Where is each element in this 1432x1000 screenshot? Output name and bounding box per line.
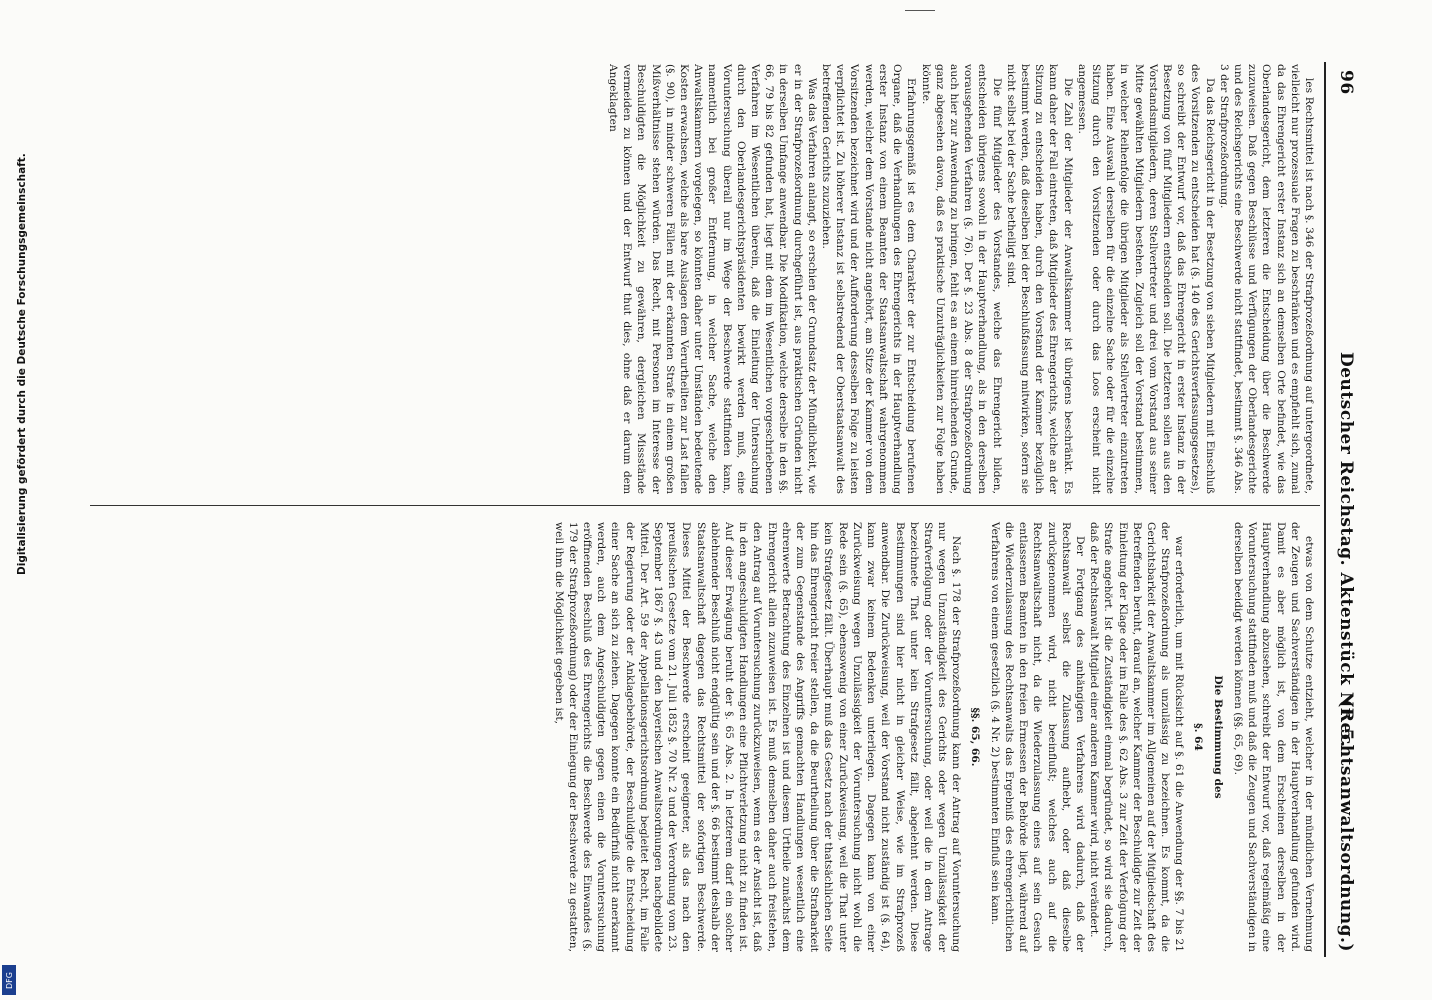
paragraph: Die Zahl der Mitglieder der Anwaltskammer ist übrigens beschränkt. Es kann daher der Fall eintreten, daß Mitglieder des Ehrengerichts, welche an der Sitzung zu entscheiden haben, durch den Vorstand der Kammer bezüglich bestimmt werden, daß dieselben bei der Beschlußfassung mitwirken, sofern sie nicht selbst bei der Sache betheiligt sind. <box>1004 64 1074 494</box>
page-number: 96 <box>1336 70 1356 95</box>
dfg-logo-text: DFG <box>4 971 14 989</box>
paragraph: Die fünf Mitglieder des Vorstandes, welche das Ehrengericht bilden, entscheiden übrigens sowohl in der Hauptverhandlung, als in den derselben vorausgehenden Verfahren (§. 76). Der §. 23 Abs. 8 der Strafprozeßordnung auch hier zur Anwendung zu bringen, fehlt es an einem hinreichenden Grunde, ganz abgesehen davon, daß es praktische Unzuträglichkeiten zur Folge haben könnte. <box>919 64 1003 494</box>
section-heading: §§. 65, 66. <box>968 707 981 767</box>
scan-mark <box>905 10 935 11</box>
paragraph: Erfahrungsgemäß ist es dem Charakter der zur Entscheidung berufenen Organe, daß die Verhandlungen des Ehrengerichts in der Hauptverhandlung erster Instanz von einem Beamten der Staatsanwaltschaft wahrgenommen werden, welcher dem Vorstande nicht angehört, am Sitze der Kammer von dem Vorsitzenden bezeichnet wird und der Aufforderung desselben Folge zu leisten verpflichtet ist. Zu höherer Instanz ist selbstredend der Oberstaatsanwalt des betreffenden Gerichts zuzuziehen. <box>820 64 918 494</box>
header-rule <box>1324 62 1326 957</box>
paragraph: war erforderlich, um mit Rücksicht auf §. 61 die Anwendung der §§. 7 bis 21 der Strafprozeßordnung als unzulässig zu bezeichnen. Es kommt, da die Gerichtsbarkeit der Anwaltskammer im Allgemeinen auf der Mitgliedschaft des Betreffenden beruht, darauf an, welcher Kammer der Beschuldigte zur Zeit der Einleitung der Klage oder im Falle des §. 62 Abs. 3 zur Zeit der Verfolgung der Strafe angehört. Ist die Zuständigkeit einmal begründet, so wird sie dadurch, daß der Rechtsanwalt Mitglied einer anderen Kammer wird, nicht verändert. <box>1088 522 1186 952</box>
dfg-logo <box>2 965 16 995</box>
left-column <box>606 64 1316 494</box>
paragraph: Nach §. 178 der Strafprozeßordnung kann der Antrag auf Voruntersuchung nur wegen Unzuständigkeit des Gerichts oder wegen Unzulässigkeit der Strafverfolgung oder der Voruntersuchung, oder weil die in dem Antrage bezeichnete That unter kein Strafgesetz fällt, abgelehnt werden. Diese Bestimmungen sind hier nicht in gleicher Weise, wie im Strafprozeß anwendbar. Die Zurückweisung, weil der Vorstand nicht zuständig ist (§. 64), kann zwar keinem Bedenken unterliegen. Dagegen kann von einer Zurückweisung wegen Unzulässigkeit der Voruntersuchung nicht wohl die Rede sein (§. 65), ebensowenig von einer Zurückweisung, weil die That unter kein Strafgesetz fällt. Überhaupt muß das Gesetz nach der thatsächlichen Seite hin das Ehrengericht freier stellen, da die Beurtheilung über die Strafbarkeit der zum Gegenstande des Angriffs gemachten Handlungen wesentlich eine ehrenwerte Betrachtung des Einzelnen ist und diesem Urtheile zunächst dem Ehrengericht allein zuzuweisen ist. Es muß demselben daher auch freistehen, den Antrag auf Voruntersuchung zurückzuweisen, wenn es der Ansicht ist, daß in den angeschuldigten Handlungen eine Pflichtverletzung nicht zu finden ist. Auf dieser Erwägung beruht der §. 65 Abs. 2. In letzterem darf ein solcher ablehnender Beschluß nicht endgültig sein und der §. 66 bestimmt deshalb der Staatsanwaltschaft dagegen das Rechtsmittel der sofortigen Beschwerde. Dieses Mittel der Beschwerde erscheint geeigneter, als das nach den preußischen Gesetze vom 21. Juli 1852 §. 70 Nr. 2 und der Verordnung vom 23. September 1867 §. 43 und den bayerischen Anwaltsordnungen nachgebildete Mittel. Der Art. 59 der Appellationsgerichtsordnung begleitet Recht, im Falle der Regierung oder der Anklagebehörde, der Beschuldigte die Entscheidung einer Sache an sich zu ziehen. Dagegen konnte ein Bedürfniß nicht anerkannt werden, auch dem Angeschuldigten gegen einen die Voruntersuchung eröffnenden Beschluß des Ehrengerichts die Beschwerde des Einwandes (§. 179 der Strafprozeßordnung) oder der Einlegung der Beschwerde zu gestatten, weil ihm die Möglichkeit gegeben ist, <box>552 522 963 952</box>
paragraph: les Rechtsmittel ist nach §. 346 der Strafprozeßordnung auf untergeordnete, vielleicht nur prozessuale Fragen zu beschränken und es empfiehlt sich, zumal da das Ehrengericht erster Instanz sich an demselben Orte befindet, wie das Oberlandesgericht, dem letzteren die Entscheidung über die Beschwerde zuzuweisen. Daß gegen Beschlüsse und Verfügungen der Oberlandesgerichte und des Reichsgerichts eine Beschwerde nicht stattfindet, bestimmt §. 346 Abs. 3 der Strafprozeßordnung. <box>1217 64 1315 494</box>
section-heading: §. 64 <box>1191 723 1204 751</box>
right-column <box>551 522 1316 952</box>
digitization-credit: Digitalisierung gefördert durch die Deutsche Forschungsgemeinschaft. <box>16 153 28 575</box>
column-separator <box>90 505 1320 506</box>
page-subtitle: (Rechtsanwaltsordnung.) <box>1336 699 1356 952</box>
paragraph: Da das Reichsgericht in der Besetzung von sieben Mitgliedern mit Einschluß des Vorsitzenden zu entscheiden hat (§. 140 des Gerichtsverfassungsgesetzes), so schreibt der Entwurf vor, daß das Ehrengericht in erster Instanz in der Besetzung von fünf Mitgliedern entscheiden soll. Die letzteren sollen aus den Vorstandsmitgliedern, deren Stellvertreter und drei vom Vorstand aus seiner Mitte gewählten Mitgliedern bestehen. Zugleich soll der Vorstand bestimmen, in welcher Reihenfolge die übrigen Mitglieder als Stellvertreter einzutreten haben. Eine Auswahl derselben für die einzelne Sache oder für die einzelne Sitzung durch den Vorsitzenden oder durch das Loos erscheint nicht angemessen. <box>1075 64 1216 494</box>
page-title: Deutscher Reichstag. Aktenstück Nr. 5. <box>1336 352 1356 748</box>
rotated-page-content <box>80 52 1360 962</box>
paragraph: Der Fortgang des anhängigen Verfahrens wird dadurch, daß der Rechtsanwalt selbst die Zulassung aufhebt, oder daß dieselbe zurückgenommen wird, nicht beeinflußt; welches auch auf die Rechtsanwaltschaft nicht, da die Wiederzulassung eines auf sein Gesuch entlassenen Beamten in den freien Ermessen der Behörde liegt, während auf die Wiederzulassung des Rechtsanwalts das Ergebniß des ehrengerichtlichen Verfahrens von einem gesetzlich (§. 4 Nr. 2) bestimmten Einfluß sein kann. <box>988 522 1086 952</box>
section-lead: Die Bestimmung des <box>1211 675 1224 799</box>
page-header <box>1330 52 1360 962</box>
paragraph: etwas von dem Schutze entzieht, welcher in der mündlichen Vernehmung der Zeugen und Sachverständigen in der Hauptverhandlung gefunden wird. Damit es aber möglich ist, von dem Erscheinen derselben in der Hauptverhandlung abzusehen, schreibt der Entwurf vor, daß regelmäßig eine Voruntersuchung stattfinden muß und daß die Zeugen und Sachverständigen in derselben beeidigt werden können (§§. 65, 69). <box>1231 522 1315 952</box>
paragraph: Was das Verfahren anlangt, so erschien der Grundsatz der Mündlichkeit, wie er in der Strafprozeßordnung durchgeführt ist, aus praktischen Gründen nicht in derselben Umfange anwendbar. Die Modifikation, welche derselbe in den §§. 66, 79 bis 82 gefunden hat, liegt mit dem im Wesentlichen vorgeschriebenen Verfahren im Wesentlichen überein, daß die Einleitung der Untersuchung durch den Oberlandesgerichtspräsidenten bewirkt werden muß, eine Voruntersuchung überall nur im Wege der Beschwerde stattfinden kann, namentlich bei großer Entfernung, in welcher Sache, welche den Anwaltskammern vorgelegen, so könnten daher unter Umständen bedeutende Kosten erwachsen, welche als bare Auslagen dem Verurtheilten zur Last fallen (§. 90), in minder schweren Fällen mit der erkannten Strafe in einem großen Mißverhältnisse stehen würden. Das Recht, mit Personen im Interesse der Beschuldigten die Möglichkeit zu gewähren, dergleichen Missstände vermeiden zu können und der Entwurf thut dies, ohne daß er darum dem Angeklagten <box>607 64 818 494</box>
